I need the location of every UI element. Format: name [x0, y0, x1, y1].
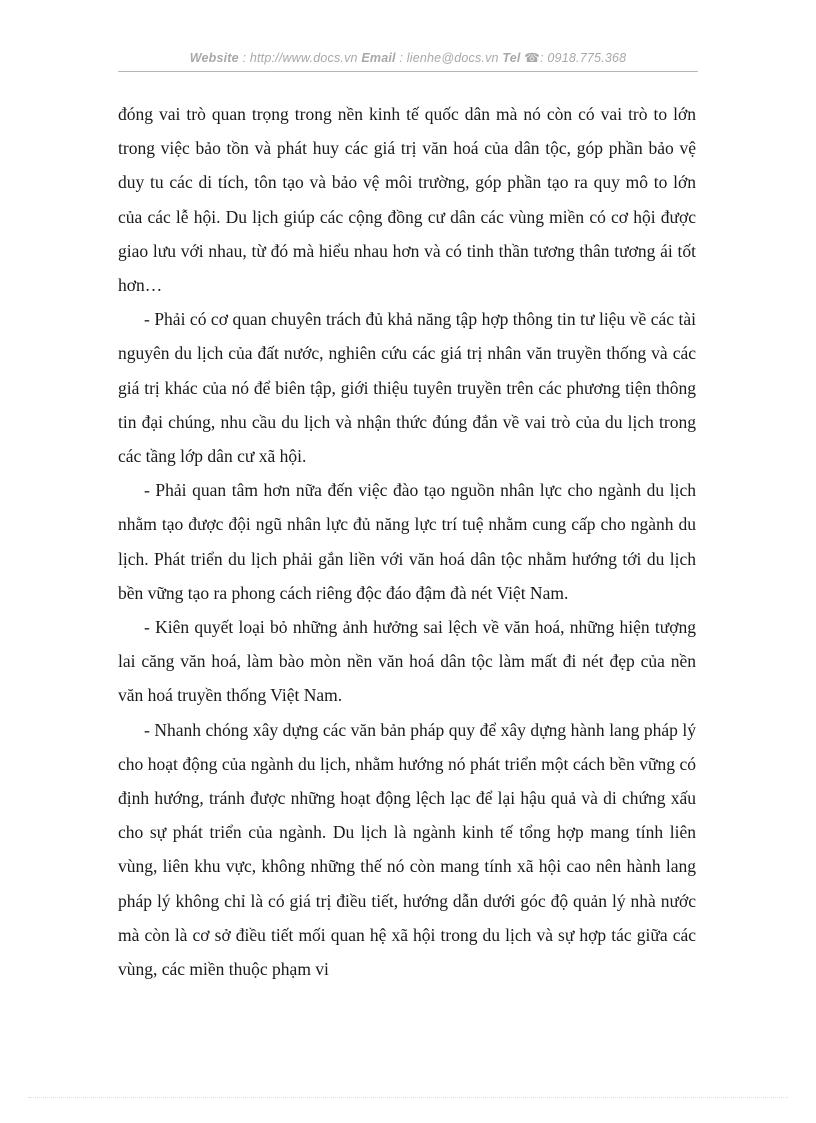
paragraph-1: đóng vai trò quan trọng trong nền kinh tế quốc dân mà nó còn có vai trò to lớn trong việc bảo tồn và phát huy các giá trị văn hoá của dân tộc, góp phần bảo vệ duy tu các di tích, tôn tạo và bảo vệ môi trường, góp phần tạo ra quy mô to lớn của các lễ hội. Du lịch giúp các cộng đồng cư dân các vùng miền có cơ hội được giao lưu với nhau, từ đó mà hiểu nhau hơn và có tinh thần tương thân tương ái tốt hơn… — [118, 104, 696, 296]
document-body — [118, 97, 696, 986]
page-header — [118, 50, 698, 65]
website-label: Website — [189, 51, 239, 65]
header-divider — [118, 71, 698, 72]
paragraph-5: - Nhanh chóng xây dựng các văn bản pháp quy để xây dựng hành lang pháp lý cho hoạt động của ngành du lịch, nhằm hướng nó phát triển một cách bền vững có định hướng, tránh được những hoạt động lệch lạc để lại hậu quả và di chứng xấu cho sự phát triển của ngành. Du lịch là ngành kinh tế tổng hợp mang tính liên vùng, liên khu vực, không những thế nó còn mang tính xã hội cao nên hành lang pháp lý không chỉ là có giá trị điều tiết, hướng dẫn dưới góc độ quản lý nhà nước mà còn là cơ sở điều tiết mối quan hệ xã hội trong du lịch và sự hợp tác giữa các vùng, các miền thuộc phạm vi — [118, 719, 696, 980]
email-label: Email — [361, 51, 396, 65]
phone-icon: ☎ — [524, 51, 541, 65]
footer-divider — [28, 1097, 788, 1098]
paragraph-3: - Phải quan tâm hơn nữa đến việc đào tạo nguồn nhân lực cho ngành du lịch nhằm tạo được đội ngũ nhân lực đủ năng lực trí tuệ nhằm cung cấp cho ngành du lịch. Phát triển du lịch phải gắn liền với văn hoá dân tộc nhằm hướng tới du lịch bền vững tạo ra phong cách riêng độc đáo đậm đà nét Việt Nam. — [118, 480, 696, 603]
tel-number: : 0918.775.368 — [540, 51, 627, 65]
website-url: : http://www.docs.vn — [242, 51, 358, 65]
paragraph-4: - Kiên quyết loại bỏ những ảnh hưởng sai lệch về văn hoá, những hiện tượng lai căng văn hoá, làm bào mòn nền văn hoá dân tộc làm mất đi nét đẹp của nền văn hoá truyền thống Việt Nam. — [118, 617, 696, 706]
paragraph-2: - Phải có cơ quan chuyên trách đủ khả năng tập hợp thông tin tư liệu về các tài nguyên du lịch của đất nước, nghiên cứu các giá trị nhân văn truyền thống và các giá trị khác của nó để biên tập, giới thiệu tuyên truyền trên các phương tiện thông tin đại chúng, nhu cầu du lịch và nhận thức đúng đắn về vai trò của du lịch trong các tầng lớp dân cư xã hội. — [118, 309, 696, 467]
email-address: : lienhe@docs.vn — [399, 51, 499, 65]
tel-label: Tel — [502, 51, 521, 65]
